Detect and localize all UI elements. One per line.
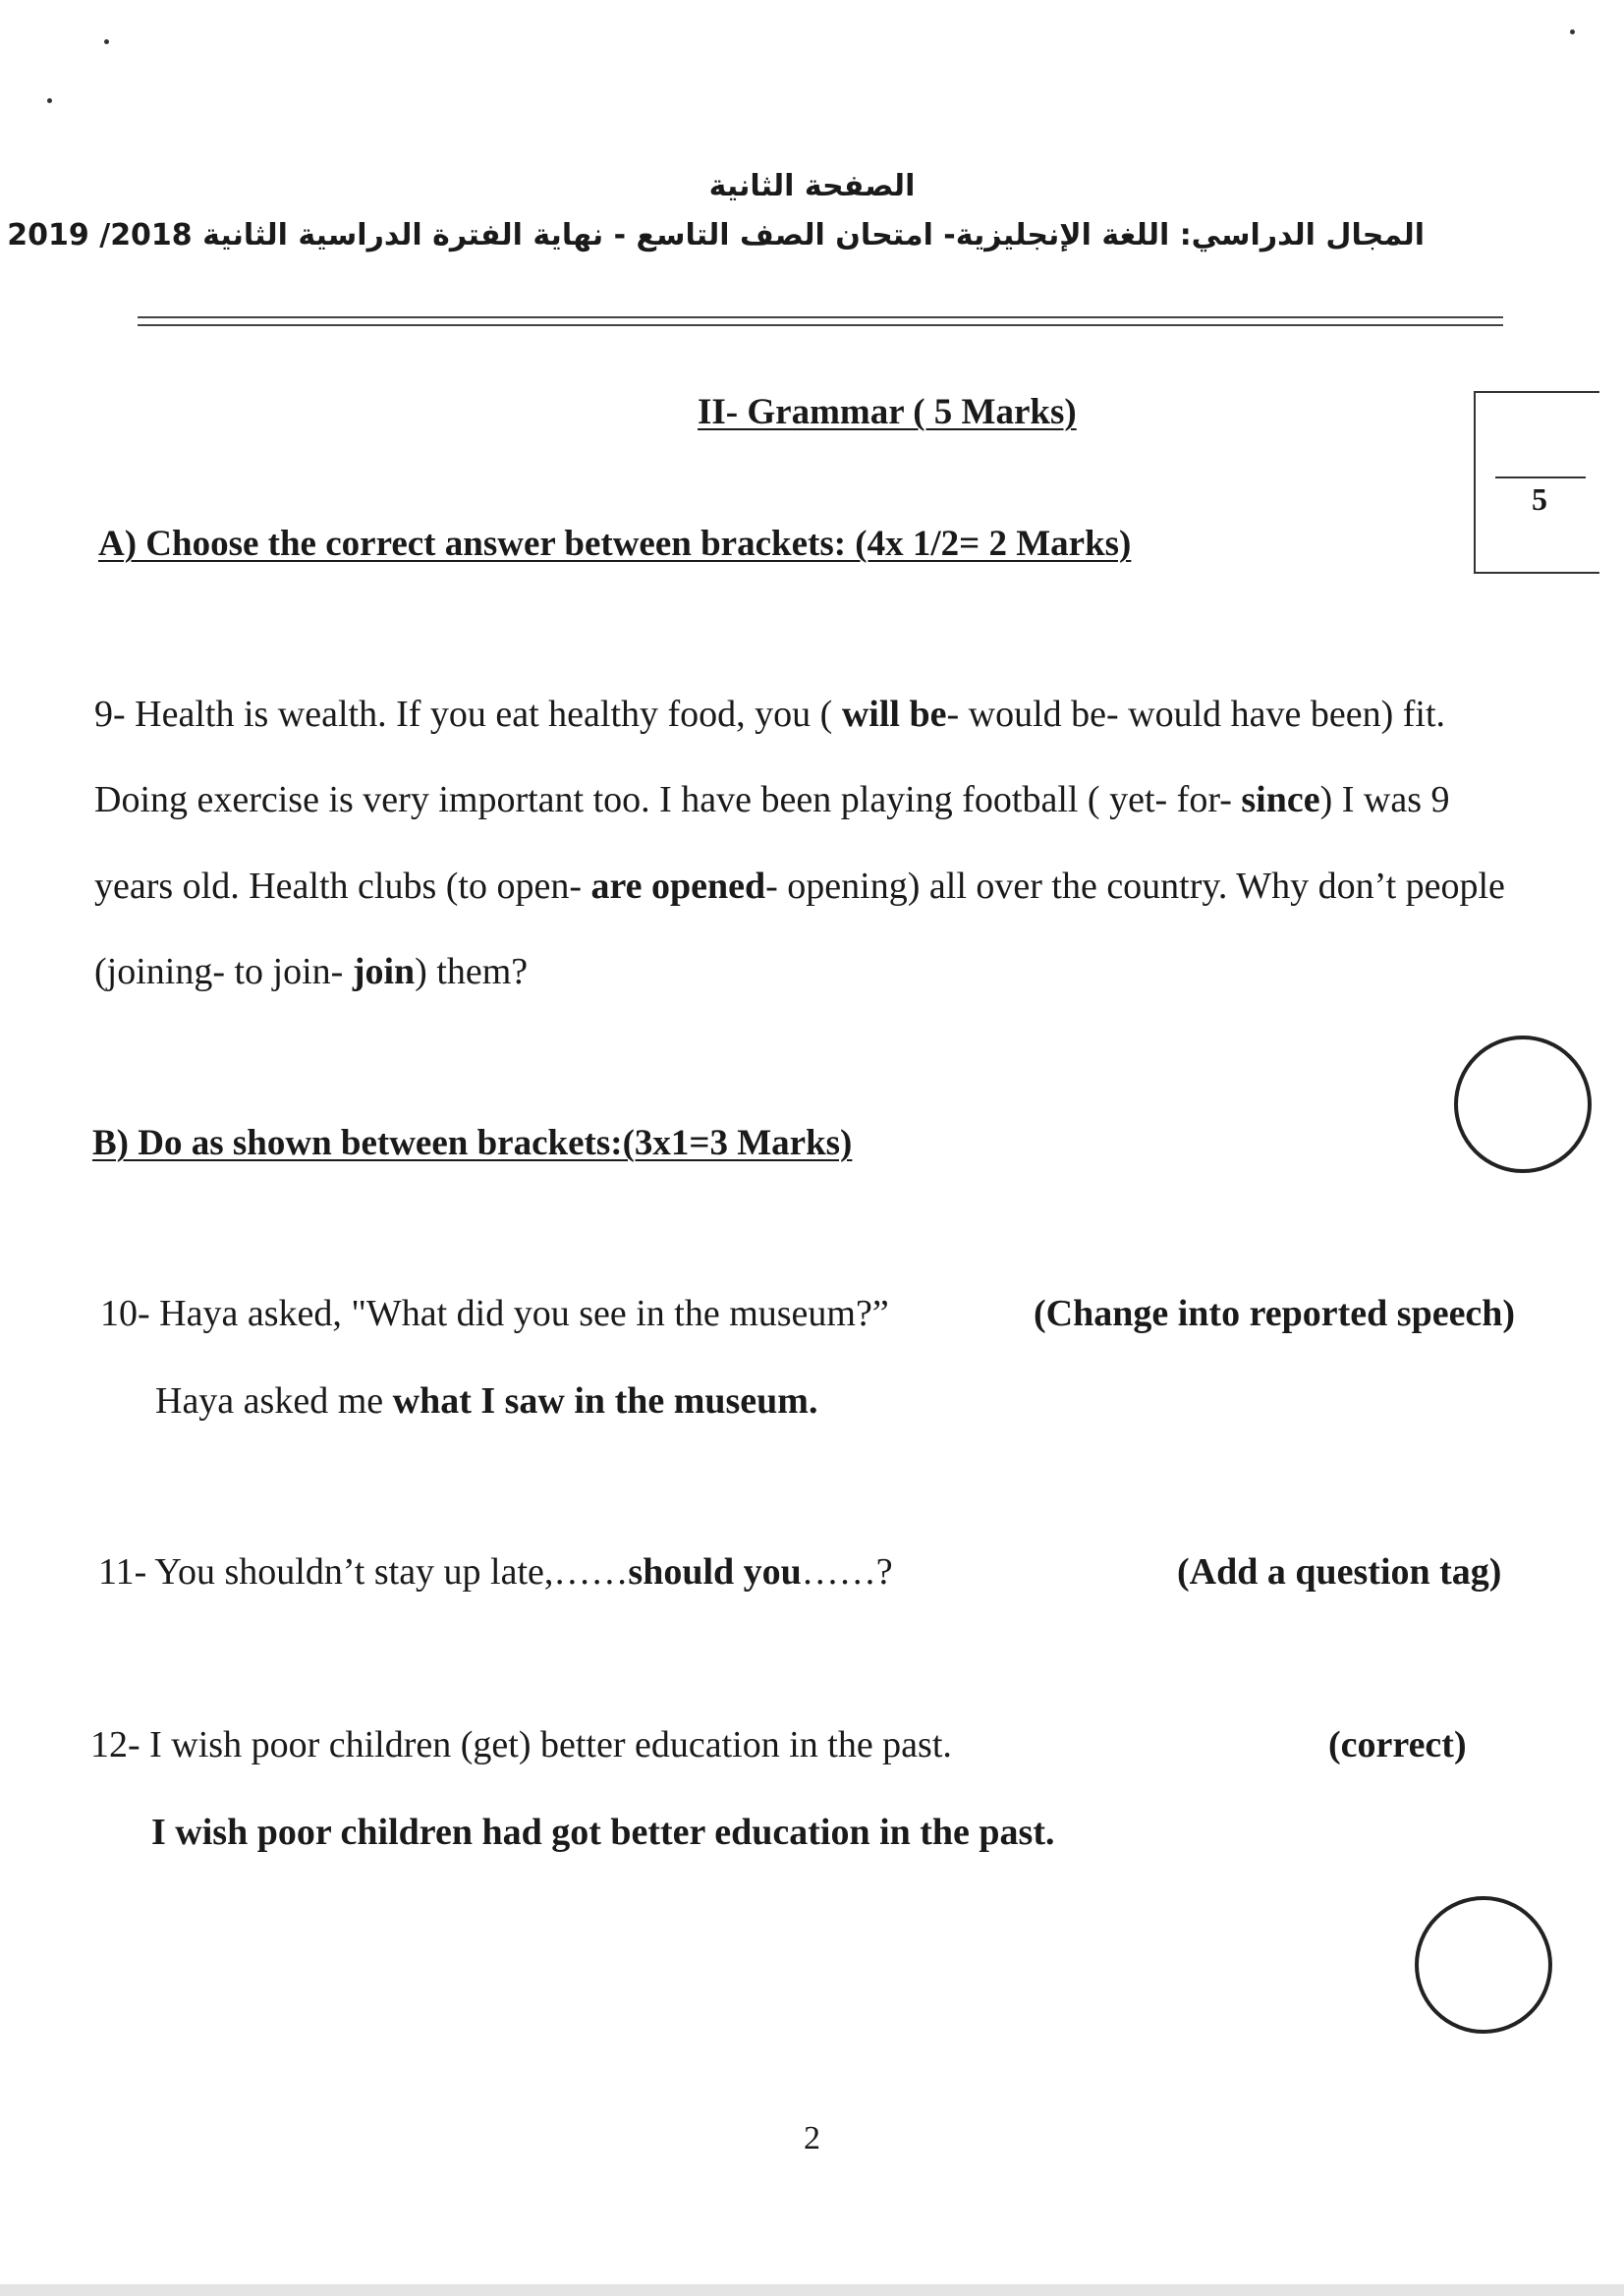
- score-circle: [1454, 1036, 1592, 1173]
- scan-speck: [1570, 29, 1575, 34]
- question-11: 11- You shouldn’t stay up late,……should you……?: [98, 1551, 893, 1593]
- scan-speck: [104, 39, 109, 44]
- question-10-instruction: (Change into reported speech): [1034, 1293, 1516, 1334]
- q9-answer-1: will be: [841, 694, 947, 735]
- part-b-heading: B) Do as shown between brackets:(3x1=3 Marks): [92, 1123, 853, 1163]
- question-10: 10- Haya asked, "What did you see in the museum?”: [100, 1293, 889, 1334]
- question-9-line-3: years old. Health clubs (to open- are opened- opening) all over the country. Why don’t people: [94, 866, 1505, 907]
- q9-answer-4: join: [352, 951, 416, 992]
- header-divider: [138, 316, 1503, 326]
- scan-speck: [47, 98, 52, 103]
- scan-edge: [0, 2284, 1624, 2296]
- question-12: 12- I wish poor children (get) better education in the past.: [90, 1724, 952, 1765]
- question-10-answer: Haya asked me what I saw in the museum.: [155, 1380, 818, 1422]
- part-a-heading: A) Choose the correct answer between brackets: (4x 1/2= 2 Marks): [98, 524, 1132, 564]
- q9-answer-3: are opened: [590, 866, 766, 907]
- section-title: II- Grammar ( 5 Marks): [698, 392, 1077, 432]
- score-circle: [1415, 1896, 1552, 2034]
- question-9-line-1: 9- Health is wealth. If you eat healthy food, you ( will be- would be- would have been) fit.: [94, 694, 1446, 735]
- score-box-divider: [1495, 476, 1586, 478]
- question-9-line-2: Doing exercise is very important too. I have been playing football ( yet- for- since) I was 9: [94, 779, 1450, 820]
- q9-answer-2: since: [1241, 779, 1320, 820]
- question-11-instruction: (Add a question tag): [1177, 1551, 1502, 1593]
- question-12-instruction: (correct): [1328, 1724, 1467, 1765]
- page-number: 2: [804, 2120, 820, 2156]
- question-12-answer: I wish poor children had got better education in the past.: [151, 1812, 1055, 1853]
- subject-line: المجال الدراسي: اللغة الإنجليزية- امتحان الصف التاسع - نهاية الفترة الدراسية الثانية 2018/ 2019: [7, 218, 1425, 252]
- question-9-line-4: (joining- to join- join) them?: [94, 951, 529, 992]
- page-label: الصفحة الثانية: [708, 169, 916, 203]
- score-box-value: 5: [1532, 481, 1547, 517]
